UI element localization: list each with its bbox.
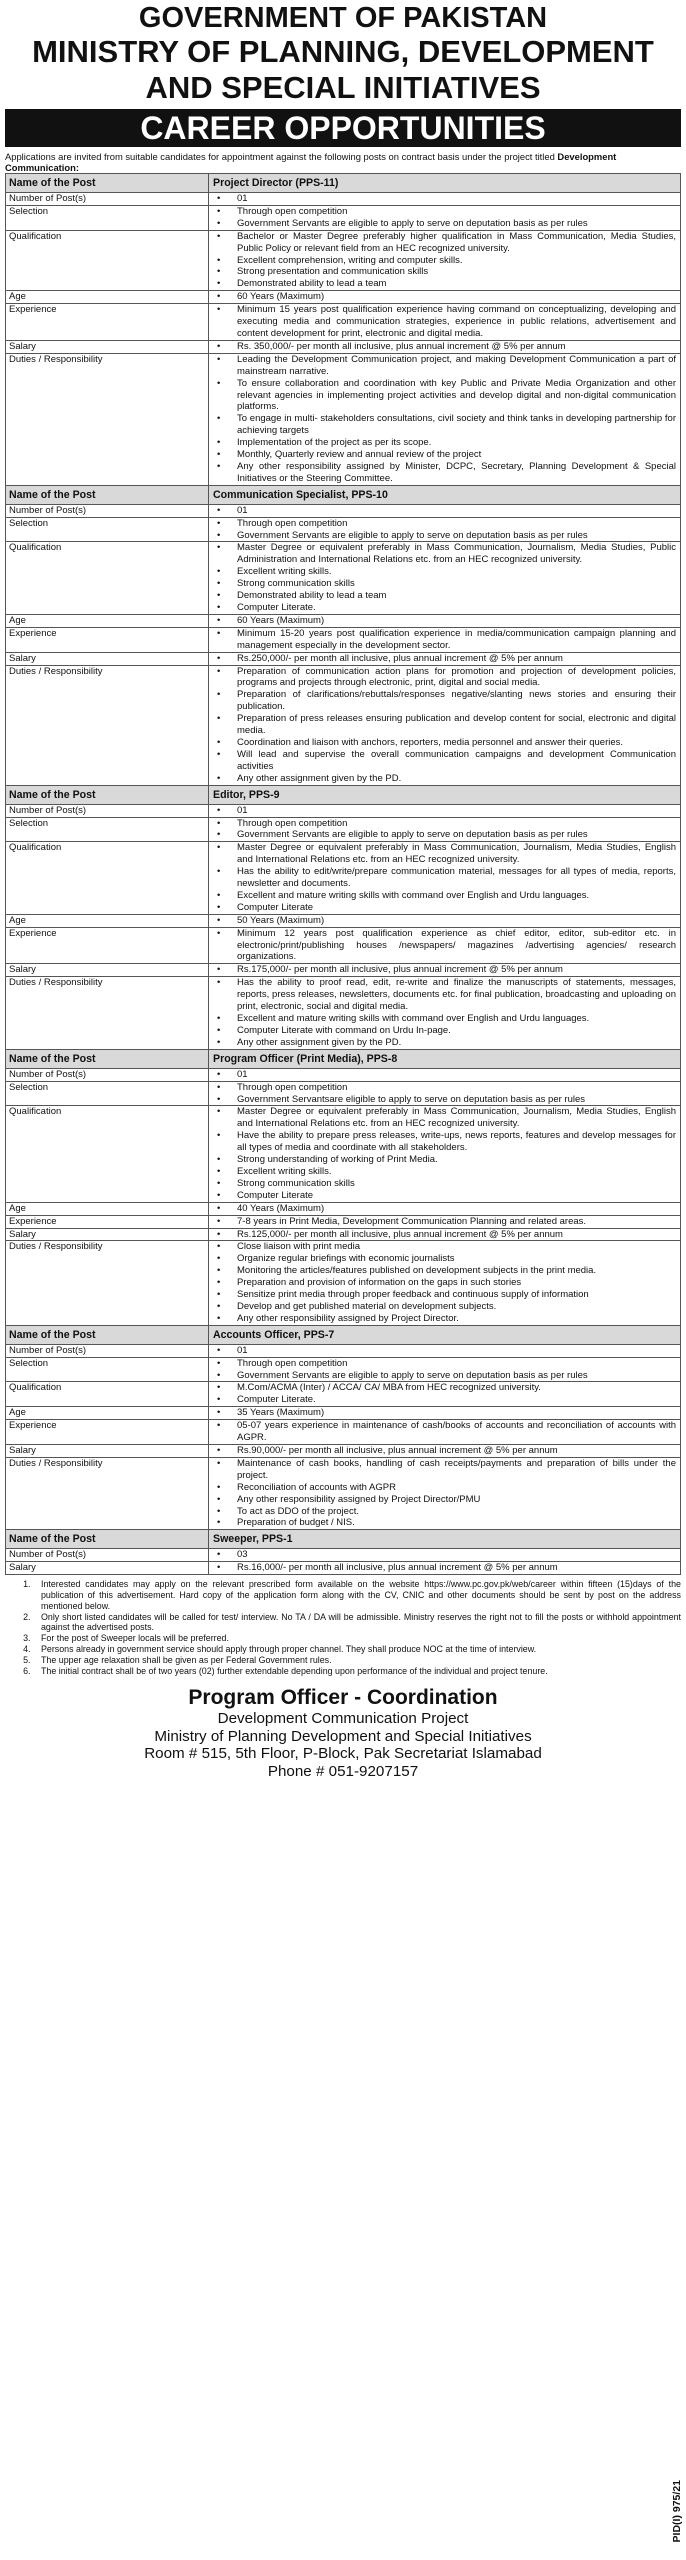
field-label: Number of Post(s) [6, 504, 209, 517]
post-header-row [6, 1325, 681, 1344]
post-field-row [6, 1549, 681, 1562]
project-title: Development Communication: [5, 151, 617, 173]
field-value [209, 1457, 681, 1529]
post-field-row [6, 804, 681, 817]
contact-title: Program Officer - Coordination [188, 1686, 498, 1710]
field-value-item: • Excellent writing skills. [213, 1166, 676, 1178]
post-field-row [6, 517, 681, 542]
field-value-item: • Strong communication skills [213, 578, 676, 590]
field-value-item: • 01 [213, 805, 676, 817]
post-field-row [6, 652, 681, 665]
field-value-list [213, 1445, 676, 1457]
field-label: Salary [6, 652, 209, 665]
field-value-item: • Through open competition [213, 518, 676, 530]
post-field-row [6, 842, 681, 914]
field-value-list [213, 354, 676, 485]
post-field-row [6, 1407, 681, 1420]
post-field-row [6, 665, 681, 785]
field-value-item: • Leading the Development Communication project, and making Development Communication a part of mainstream narrative. [213, 354, 676, 378]
field-value-item: • Minimum 15 years post qualification experience having command on conceptualizing, developing and executing media and communication strategies, experience in public relations, advertisement and content development for print, electronic and digital media. [213, 304, 676, 340]
field-value-item: • Preparation of press releases ensuring publication and develop content for social, electronic and digital media. [213, 713, 676, 737]
post-title: Communication Specialist, PPS-10 [209, 485, 681, 504]
field-value-item: • Any other assignment given by the PD. [213, 1037, 676, 1049]
field-label: Duties / Responsibility [6, 1457, 209, 1529]
contact-line: Room # 515, 5th Floor, P-Block, Pak Secretariat Islamabad [144, 1745, 542, 1763]
field-value-item: • Preparation of communication action plans for promotion and projection of development policies, programs and projects through electronic, print, digital and social media. [213, 666, 676, 690]
field-label: Duties / Responsibility [6, 353, 209, 485]
field-value [209, 842, 681, 914]
post-field-row [6, 205, 681, 230]
field-value-item: • Preparation of budget / NIS. [213, 1517, 676, 1529]
field-label: Salary [6, 1445, 209, 1458]
field-value-item: • Rs.250,000/- per month all inclusive, plus annual increment @ 5% per annum [213, 653, 676, 665]
post-field-row [6, 614, 681, 627]
field-value [209, 504, 681, 517]
post-field-row [6, 1215, 681, 1228]
post-field-row [6, 914, 681, 927]
note-item: 4. Persons already in government service should apply through proper channel. They shall produce NOC at the time of interview. [33, 1644, 681, 1655]
field-value-item: • Any other responsibility assigned by Project Director/PMU [213, 1494, 676, 1506]
field-value-item: • Bachelor or Master Degree preferably higher qualification in Mass Communication, Media Studies, Public Policy or relevant field from an HEC recognized university. [213, 231, 676, 255]
post-field-row [6, 504, 681, 517]
field-value [209, 1215, 681, 1228]
field-value-list [213, 1458, 676, 1529]
field-value-item: • Through open competition [213, 818, 676, 830]
field-value-item: • Rs. 350,000/- per month all inclusive, plus annual increment @ 5% per annum [213, 341, 676, 353]
field-value-list [213, 341, 676, 353]
post-field-row [6, 627, 681, 652]
post-field-row [6, 1228, 681, 1241]
post-field-row [6, 964, 681, 977]
field-value-item: • Strong presentation and communication skills [213, 266, 676, 278]
note-item: 6. The initial contract shall be of two years (02) further extendable depending upon performance of the individual and project tenure. [33, 1666, 681, 1677]
field-value [209, 1407, 681, 1420]
field-value-item: • Excellent and mature writing skills with command over English and Urdu languages. [213, 1013, 676, 1025]
field-value-item: • Preparation and provision of information on the gaps in such stories [213, 1277, 676, 1289]
field-label: Age [6, 1407, 209, 1420]
field-label: Salary [6, 1562, 209, 1575]
field-value-list [213, 928, 676, 964]
field-label: Number of Post(s) [6, 1068, 209, 1081]
field-value-list [213, 615, 676, 627]
field-value-item: • 7-8 years in Print Media, Development Communication Planning and related areas. [213, 1216, 676, 1228]
field-value [209, 1106, 681, 1202]
field-label: Number of Post(s) [6, 1549, 209, 1562]
field-value-item: • Master Degree or equivalent preferably in Mass Communication, Journalism, Media Studies, English and International Relations etc. from an HEC recognized university. [213, 842, 676, 866]
note-item: 3. For the post of Sweeper locals will be preferred. [33, 1633, 681, 1644]
field-value-list [213, 805, 676, 817]
field-value-item: • Monthly, Quarterly review and annual review of the project [213, 449, 676, 461]
note-item: 2. Only short listed candidates will be called for test/ interview. No TA / DA will be admissible. Ministry reserves the right not to fill the posts or withhold appointment against the advertised posts. [33, 1612, 681, 1634]
field-value-item: • 01 [213, 505, 676, 517]
field-value-item: • Excellent writing skills. [213, 566, 676, 578]
field-label: Qualification [6, 230, 209, 291]
field-value-list [213, 964, 676, 976]
field-label: Selection [6, 205, 209, 230]
field-value-item: • Organize regular briefings with economic journalists [213, 1253, 676, 1265]
field-value-list [213, 1407, 676, 1419]
field-label: Salary [6, 340, 209, 353]
field-value [209, 1562, 681, 1575]
field-label: Experience [6, 627, 209, 652]
field-label: Salary [6, 964, 209, 977]
field-value-list [213, 653, 676, 665]
field-value-item: • Through open competition [213, 1082, 676, 1094]
field-value-item: • Sensitize print media through proper feedback and continuous supply of information [213, 1289, 676, 1301]
field-value-item: • Rs.125,000/- per month all inclusive, plus annual increment @ 5% per annum [213, 1229, 676, 1241]
field-value-list [213, 1345, 676, 1357]
field-label: Age [6, 914, 209, 927]
note-item: 5. The upper age relaxation shall be given as per Federal Government rules. [33, 1655, 681, 1666]
field-label: Age [6, 1202, 209, 1215]
post-field-row [6, 1562, 681, 1575]
field-label: Number of Post(s) [6, 804, 209, 817]
field-value-item: • 60 Years (Maximum) [213, 291, 676, 303]
field-value-item: • Maintenance of cash books, handling of cash receipts/payments and preparation of bills under the project. [213, 1458, 676, 1482]
contact-block [5, 1686, 681, 1780]
field-value-list [213, 193, 676, 205]
field-value [209, 1382, 681, 1407]
field-value-item: • 35 Years (Maximum) [213, 1407, 676, 1419]
field-value-item: • Excellent comprehension, writing and computer skills. [213, 255, 676, 267]
field-value-item: • To act as DDO of the project. [213, 1506, 676, 1518]
post-field-row [6, 193, 681, 206]
field-value-item: • 60 Years (Maximum) [213, 615, 676, 627]
field-label: Salary [6, 1228, 209, 1241]
field-label: Experience [6, 1420, 209, 1445]
intro-text: Applications are invited from suitable candidates for appointment against the following posts on contract basis under the project titled [5, 151, 555, 162]
field-value-item: • Develop and get published material on development subjects. [213, 1301, 676, 1313]
post-title: Editor, PPS-9 [209, 785, 681, 804]
field-value-item: • Computer Literate. [213, 1394, 676, 1406]
field-value [209, 205, 681, 230]
field-value-item: • Have the ability to prepare press releases, write-ups, news reports, features and develop messages for all types of media and coordinate with all stakeholders. [213, 1130, 676, 1154]
field-label: Selection [6, 1357, 209, 1382]
field-value [209, 517, 681, 542]
field-value-list [213, 628, 676, 652]
post-field-row [6, 1445, 681, 1458]
field-label: Qualification [6, 542, 209, 614]
field-value-item: • Minimum 12 years post qualification experience as chief editor, editor, sub-editor etc. in electronic/print/publishing houses /newspapers/ magazines /advertising agencies/ research organizations. [213, 928, 676, 964]
advertisement [5, 3, 681, 2556]
post-field-row [6, 1202, 681, 1215]
field-value-list [213, 1106, 676, 1201]
field-value-list [213, 666, 676, 785]
field-label: Selection [6, 817, 209, 842]
contact-line: Ministry of Planning Development and Special Initiatives [154, 1727, 532, 1745]
field-value-item: • Implementation of the project as per its scope. [213, 437, 676, 449]
post-field-row [6, 340, 681, 353]
field-value-item: • Any other responsibility assigned by Minister, DCPC, Secretary, Planning Development & Special Initiatives or the Steering Committee. [213, 461, 676, 485]
posts-table [5, 173, 681, 1575]
notes-list [5, 1579, 681, 1676]
name-of-post-label: Name of the Post [6, 1530, 209, 1549]
career-opportunities-banner: CAREER OPPORTUNITIES [5, 109, 681, 147]
field-label: Selection [6, 1081, 209, 1106]
post-field-row [6, 1357, 681, 1382]
field-value [209, 1081, 681, 1106]
post-field-row [6, 1457, 681, 1529]
post-field-row [6, 1081, 681, 1106]
field-value-list [213, 1549, 676, 1561]
field-label: Qualification [6, 842, 209, 914]
name-of-post-label: Name of the Post [6, 1049, 209, 1068]
field-value-list [213, 915, 676, 927]
field-value-item: • 01 [213, 1069, 676, 1081]
field-value-list [213, 1216, 676, 1228]
field-value [209, 1228, 681, 1241]
field-value [209, 665, 681, 785]
post-field-row [6, 304, 681, 341]
field-label: Duties / Responsibility [6, 1241, 209, 1325]
field-label: Selection [6, 517, 209, 542]
field-value-list [213, 1241, 676, 1324]
field-value-item: • Government Servantsare eligible to apply to serve on deputation basis as per rules [213, 1094, 676, 1106]
field-value-item: • Rs.16,000/- per month all inclusive, plus annual increment @ 5% per annum [213, 1562, 676, 1574]
field-value [209, 1068, 681, 1081]
field-label: Qualification [6, 1106, 209, 1202]
post-field-row [6, 1241, 681, 1325]
field-value-item: • Strong understanding of working of Print Media. [213, 1154, 676, 1166]
field-label: Number of Post(s) [6, 1344, 209, 1357]
field-value-list [213, 518, 676, 542]
field-value-item: • Master Degree or equivalent preferably in Mass Communication, Journalism, Media Studies, Public Administration and International Relations etc. from an HEC recognized university. [213, 542, 676, 566]
field-value-item: • 01 [213, 1345, 676, 1357]
field-value-item: • Excellent and mature writing skills with command over English and Urdu languages. [213, 890, 676, 902]
field-value [209, 964, 681, 977]
field-label: Qualification [6, 1382, 209, 1407]
post-field-row [6, 353, 681, 485]
post-header-row [6, 1530, 681, 1549]
field-value [209, 977, 681, 1049]
field-value-list [213, 818, 676, 842]
field-value-list [213, 1229, 676, 1241]
field-value-item: • Has the ability to proof read, edit, re-write and finalize the manuscripts of statements, messages, reports, press releases, newsletters, documents etc. for final publication, broadcasting and uploading on print, electronic, social and digital media. [213, 977, 676, 1013]
field-value-item: • Demonstrated ability to lead a team [213, 590, 676, 602]
field-value-item: • Government Servants are eligible to apply to serve on deputation basis as per rules [213, 530, 676, 542]
field-label: Experience [6, 1215, 209, 1228]
field-label: Age [6, 614, 209, 627]
post-title: Sweeper, PPS-1 [209, 1530, 681, 1549]
field-label: Age [6, 291, 209, 304]
post-field-row [6, 291, 681, 304]
field-value-item: • Will lead and supervise the overall communication campaigns and development Communication activities [213, 749, 676, 773]
field-value-item: • Any other assignment given by the PD. [213, 773, 676, 785]
field-value-item: • Rs.90,000/- per month all inclusive, plus annual increment @ 5% per annum [213, 1445, 676, 1457]
field-value-item: • Computer Literate [213, 902, 676, 914]
field-value-item: • 05-07 years experience in maintenance of cash/books of accounts and reconciliation of accounts with AGPR. [213, 1420, 676, 1444]
post-field-row [6, 927, 681, 964]
field-value-item: • M.Com/ACMA (Inter) / ACCA/ CA/ MBA from HEC recognized university. [213, 1382, 676, 1394]
field-value [209, 817, 681, 842]
contact-phone: Phone # 051-9207157 [267, 1762, 419, 1780]
post-field-row [6, 817, 681, 842]
post-title: Project Director (PPS-11) [209, 174, 681, 193]
post-header-row [6, 485, 681, 504]
field-value-item: • 03 [213, 1549, 676, 1561]
post-field-row [6, 977, 681, 1049]
contact-line: Development Communication Project [217, 1710, 469, 1728]
field-value [209, 1241, 681, 1325]
post-header-row [6, 1049, 681, 1068]
post-header-row [6, 785, 681, 804]
field-value-item: • Preparation of clarifications/rebuttals/responses negative/slanting news stories and ensuring their publication. [213, 689, 676, 713]
post-field-row [6, 1068, 681, 1081]
field-value [209, 1357, 681, 1382]
government-heading: GOVERNMENT OF PAKISTAN [138, 2, 548, 34]
field-value [209, 614, 681, 627]
field-value-item: • Government Servants are eligible to apply to serve on deputation basis as per rules [213, 829, 676, 841]
field-value-item: • Rs.175,000/- per month all inclusive, plus annual increment @ 5% per annum [213, 964, 676, 976]
field-value [209, 804, 681, 817]
post-field-row [6, 542, 681, 614]
field-value-list [213, 1382, 676, 1406]
field-value [209, 927, 681, 964]
field-value-item: • Government Servants are eligible to apply to serve on deputation basis as per rules [213, 1370, 676, 1382]
field-value-item: • Through open competition [213, 1358, 676, 1370]
field-value-list [213, 1069, 676, 1081]
field-value-item: • Reconciliation of accounts with AGPR [213, 1482, 676, 1494]
post-header-row [6, 174, 681, 193]
field-value-item: • Coordination and liaison with anchors, reporters, media personnel and answer their queries. [213, 737, 676, 749]
field-value-list [213, 304, 676, 340]
field-value-list [213, 1082, 676, 1106]
field-value-list [213, 231, 676, 291]
field-value-list [213, 505, 676, 517]
field-value-item: • Master Degree or equivalent preferably in Mass Communication, Journalism, Media Studies, English and International Relations etc. from an HEC recognized university. [213, 1106, 676, 1130]
field-value-item: • To engage in multi- stakeholders consultations, civil society and think tanks in developing partnership for achieving targets [213, 413, 676, 437]
field-value-item: • Demonstrated ability to lead a team [213, 278, 676, 290]
name-of-post-label: Name of the Post [6, 485, 209, 504]
post-field-row [6, 1344, 681, 1357]
field-value-item: • Government Servants are eligible to apply to serve on deputation basis as per rules [213, 218, 676, 230]
field-value-item: • Computer Literate [213, 1190, 676, 1202]
intro-paragraph [5, 151, 681, 173]
post-field-row [6, 1420, 681, 1445]
field-value-list [213, 1420, 676, 1444]
field-value [209, 353, 681, 485]
field-value [209, 193, 681, 206]
post-title: Program Officer (Print Media), PPS-8 [209, 1049, 681, 1068]
field-value [209, 542, 681, 614]
field-value-item: • Through open competition [213, 206, 676, 218]
field-value [209, 340, 681, 353]
field-value-item: • Monitoring the articles/features published on development subjects in the print media. [213, 1265, 676, 1277]
field-value [209, 1445, 681, 1458]
field-value-list [213, 1562, 676, 1574]
field-value-item: • Minimum 15-20 years post qualification experience in media/communication campaign planning and management especially in the development sector. [213, 628, 676, 652]
ministry-heading-line1: MINISTRY OF PLANNING, DEVELOPMENT [32, 34, 654, 69]
name-of-post-label: Name of the Post [6, 174, 209, 193]
field-value [209, 1344, 681, 1357]
field-value [209, 304, 681, 341]
field-label: Number of Post(s) [6, 193, 209, 206]
field-value-list [213, 206, 676, 230]
field-value-item: • Any other responsibility assigned by Project Director. [213, 1313, 676, 1325]
field-value-list [213, 291, 676, 303]
field-value-list [213, 542, 676, 613]
field-label: Duties / Responsibility [6, 977, 209, 1049]
name-of-post-label: Name of the Post [6, 1325, 209, 1344]
field-value [209, 627, 681, 652]
field-value-list [213, 1203, 676, 1215]
field-value-item: • 50 Years (Maximum) [213, 915, 676, 927]
field-value [209, 291, 681, 304]
field-value-item: • Strong communication skills [213, 1178, 676, 1190]
ministry-heading-line2: AND SPECIAL INITIATIVES [145, 70, 541, 105]
note-item: 1. Interested candidates may apply on the relevant prescribed form available on the website https://www.pc.gov.pk/web/career within fifteen (15)days of the publication of this advertisement. Hard copy of the application form along with the CV, CNIC and other documents should be sent by post on the address mentioned below. [33, 1579, 681, 1611]
field-value-item: • To ensure collaboration and coordination with key Public and Private Media Organization and other relevant agencies in implementing project activities and develop digital and non-digital communication platforms. [213, 378, 676, 414]
field-value [209, 1420, 681, 1445]
field-value-list [213, 1358, 676, 1382]
name-of-post-label: Name of the Post [6, 785, 209, 804]
post-title: Accounts Officer, PPS-7 [209, 1325, 681, 1344]
post-field-row [6, 230, 681, 291]
field-label: Experience [6, 304, 209, 341]
field-label: Experience [6, 927, 209, 964]
field-label: Duties / Responsibility [6, 665, 209, 785]
post-field-row [6, 1106, 681, 1202]
field-value-item: • 01 [213, 193, 676, 205]
pid-number: PID(I) 975/21 [671, 2479, 683, 2542]
field-value-list [213, 977, 676, 1048]
post-field-row [6, 1382, 681, 1407]
field-value [209, 230, 681, 291]
field-value [209, 1549, 681, 1562]
field-value-item: • 40 Years (Maximum) [213, 1203, 676, 1215]
field-value-item: • Has the ability to edit/write/prepare communication material, messages for all types of media, reports, newsletter and documents. [213, 866, 676, 890]
field-value [209, 652, 681, 665]
field-value [209, 914, 681, 927]
field-value-item: • Close liaison with print media [213, 1241, 676, 1253]
field-value-list [213, 842, 676, 913]
field-value-item: • Computer Literate with command on Urdu In-page. [213, 1025, 676, 1037]
field-value-item: • Computer Literate. [213, 602, 676, 614]
field-value [209, 1202, 681, 1215]
